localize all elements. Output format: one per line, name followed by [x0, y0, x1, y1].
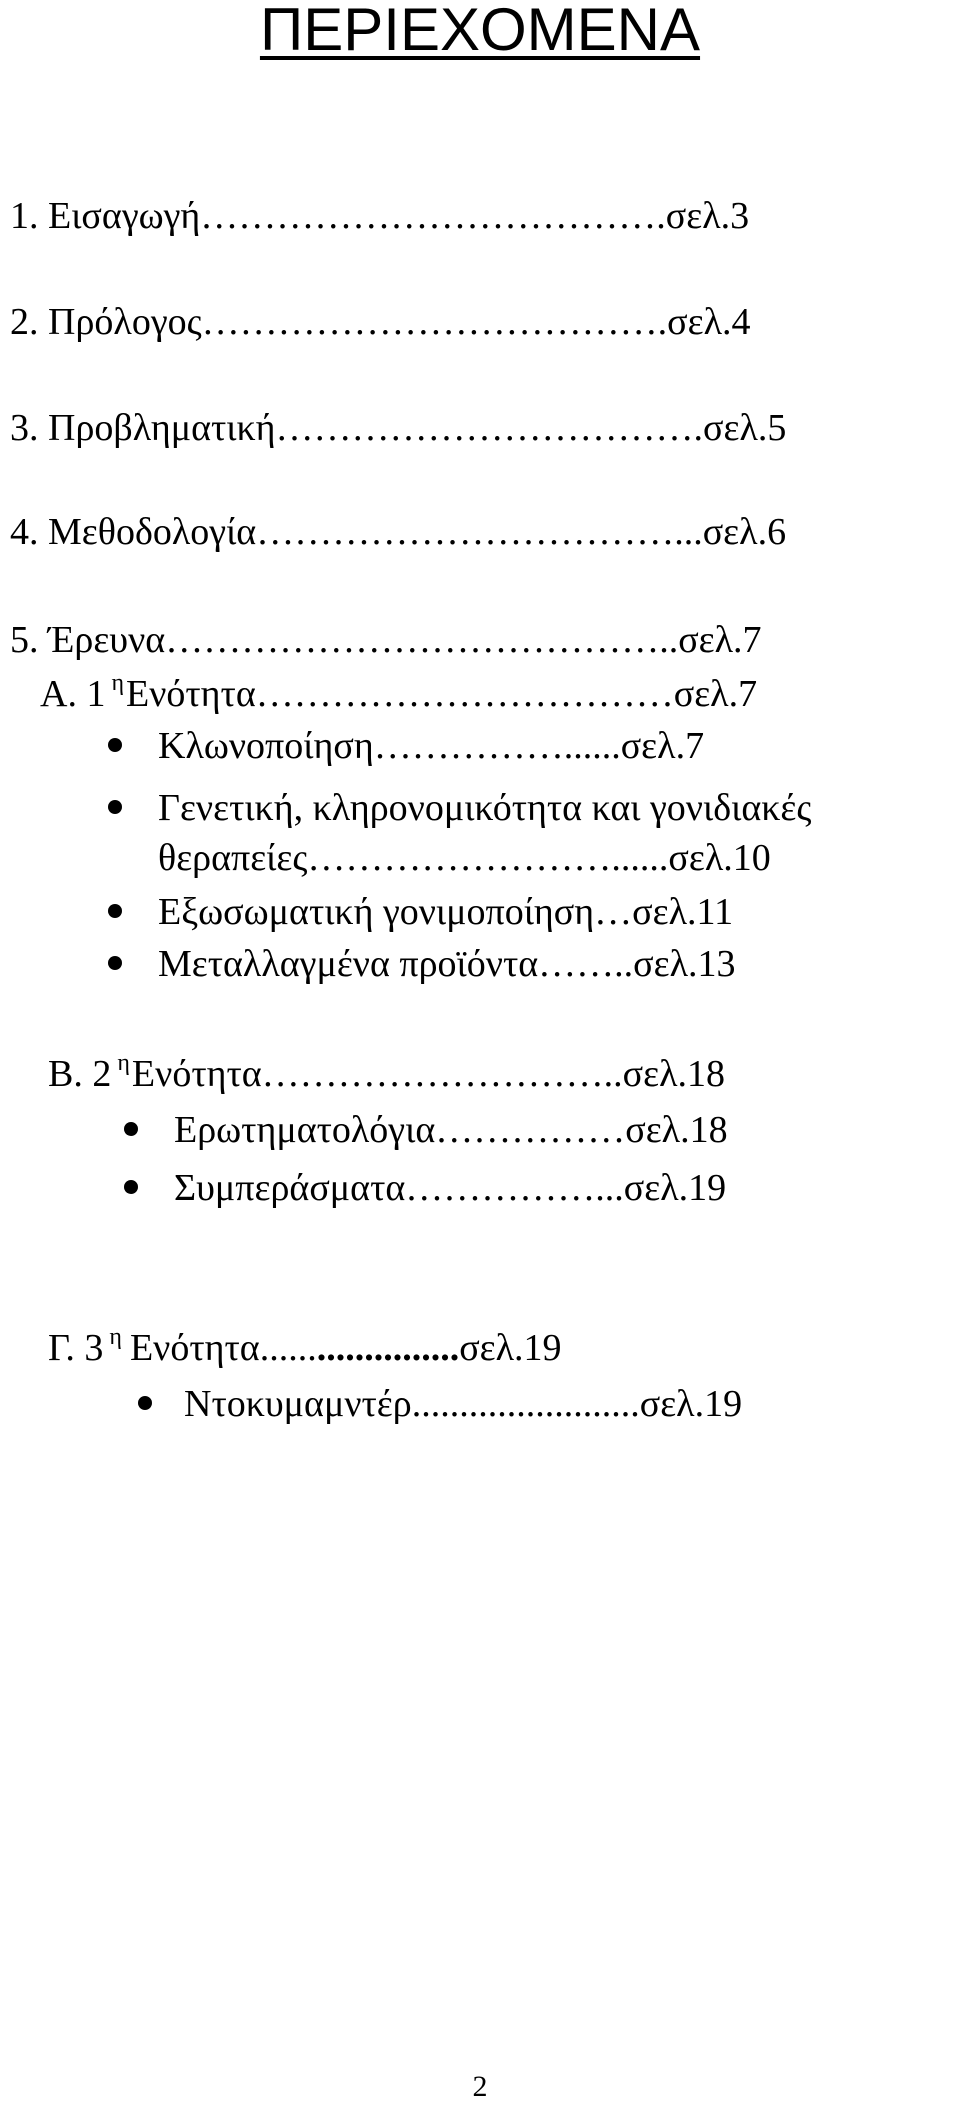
toc-entry-research: 5. Έρευνα…………………………………..σελ.7 — [10, 619, 762, 661]
section-b-prefix: Β. 2 — [48, 1053, 112, 1095]
toc-item-gmo: Μεταλλαγμένα προϊόντα……..σελ.13 — [158, 943, 736, 985]
toc-entry-methodology: 4. Μεθοδολογία……………………………...σελ.6 — [10, 511, 787, 553]
section-c-text: Ενότητα — [129, 1327, 260, 1369]
bullet-icon — [124, 1122, 138, 1136]
bullet-icon — [108, 800, 122, 814]
section-c-dots: ...... — [259, 1327, 317, 1369]
toc-item-ivf: Εξωσωματική γονιμοποίηση…σελ.11 — [158, 891, 734, 933]
section-a-superscript: η — [111, 670, 125, 696]
toc-item-genetics-line2: θεραπείες……………………......σελ.10 — [158, 837, 771, 879]
section-c-prefix: Γ. 3 — [48, 1327, 104, 1369]
bullet-icon — [138, 1396, 152, 1410]
page-title-text: ΠΕΡΙΕΧΟΜΕΝΑ — [259, 0, 701, 63]
toc-entry-prologue: 2. Πρόλογος……………………………….σελ.4 — [10, 301, 751, 343]
page-title — [0, 0, 960, 63]
toc-item-cloning: Κλωνοποίηση……………......σελ.7 — [158, 725, 705, 767]
bullet-icon — [108, 904, 122, 918]
toc-item-documentary: Ντοκυμαμντέρ........................σελ.19 — [184, 1383, 743, 1425]
section-c-bold-dots: ............... — [316, 1327, 460, 1369]
toc-section-a — [40, 670, 758, 719]
section-b-suffix: Ενότητα………………………..σελ.18 — [131, 1053, 726, 1095]
toc-entry-introduction: 1. Εισαγωγή……………………………….σελ.3 — [10, 195, 750, 237]
section-b-superscript: η — [117, 1050, 130, 1076]
section-a-suffix: Ενότητα……………………………σελ.7 — [126, 673, 758, 715]
bullet-icon — [108, 956, 122, 970]
toc-section-b — [48, 1050, 726, 1099]
toc-item-questionnaires: Ερωτηματολόγια……………σελ.18 — [174, 1109, 728, 1151]
bullet-icon — [124, 1180, 138, 1194]
toc-item-genetics-line1: Γενετική, κληρονομικότητα και γονιδιακές — [158, 787, 812, 829]
bullet-icon — [108, 738, 122, 752]
page-number: 2 — [472, 2070, 488, 2103]
section-c-page: σελ.19 — [459, 1327, 562, 1369]
toc-entry-problem-statement: 3. Προβληματική…………………………….σελ.5 — [10, 407, 787, 449]
section-a-prefix: Α. 1 — [40, 673, 106, 715]
toc-section-c — [48, 1324, 562, 1373]
section-c-superscript: η — [109, 1324, 122, 1350]
toc-item-conclusions: Συμπεράσματα……………...σελ.19 — [174, 1167, 727, 1209]
